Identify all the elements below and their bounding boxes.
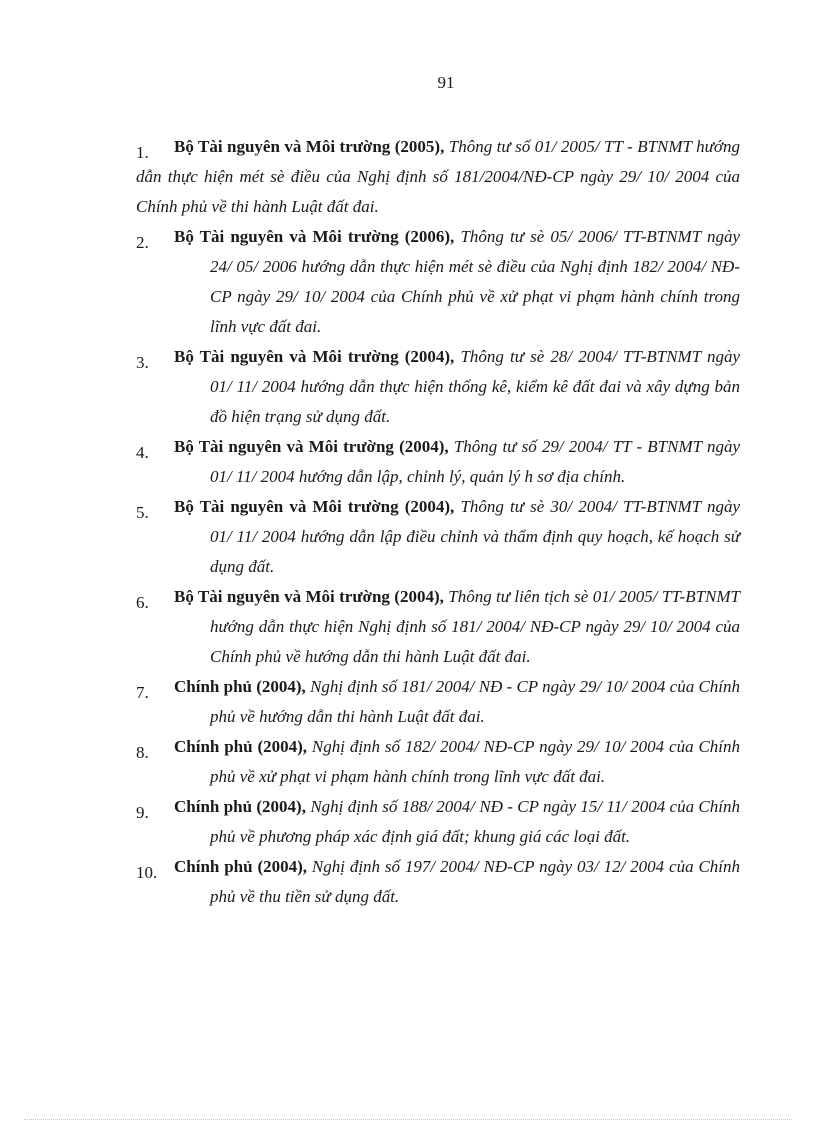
reference-number: 4. bbox=[136, 443, 149, 462]
reference-author: Bộ Tài nguyên và Môi trường (2005), bbox=[174, 137, 445, 156]
reference-text bbox=[136, 342, 740, 432]
reference-item bbox=[136, 672, 740, 732]
reference-title: Thông tư sè 28/ 2004/ TT-BTNMT ngày 01/ 11/ 2004 hướng dẫn thực hiện thống kê, kiểm kê đất đai và xây dựng bản đồ hiện trạng sử dụng đất. bbox=[210, 347, 741, 426]
reference-author: Bộ Tài nguyên và Môi trường (2004), bbox=[174, 437, 449, 456]
reference-title: Nghị định số 197/ 2004/ NĐ-CP ngày 03/ 12/ 2004 của Chính phủ về thu tiền sử dụng đất. bbox=[210, 857, 741, 906]
reference-title: Thông tư số 29/ 2004/ TT - BTNMT ngày 01/ 11/ 2004 hướng dẫn lập, chỉnh lý, quản lý h sơ địa chính. bbox=[210, 437, 741, 486]
reference-author: Bộ Tài nguyên và Môi trường (2004), bbox=[174, 497, 455, 516]
reference-text bbox=[136, 492, 740, 582]
reference-title: Nghị định số 182/ 2004/ NĐ-CP ngày 29/ 10/ 2004 của Chính phủ về xử phạt vi phạm hành chính trong lĩnh vực đất đai. bbox=[210, 737, 741, 786]
reference-item bbox=[136, 132, 740, 222]
page-number: 91 bbox=[437, 73, 455, 92]
reference-number: 3. bbox=[136, 353, 149, 372]
reference-author: Bộ Tài nguyên và Môi trường (2004), bbox=[174, 347, 455, 366]
reference-text bbox=[136, 732, 740, 792]
reference-title: Thông tư số 01/ 2005/ TT - BTNMT hướng dẫn thực hiện mét sè điều của Nghị định số 181/2004/NĐ-CP ngày 29/ 10/ 2004 của Chính phủ về thi hành Luật đất đai. bbox=[136, 137, 740, 216]
reference-number: 6. bbox=[136, 593, 149, 612]
reference-item bbox=[136, 852, 740, 912]
reference-item bbox=[136, 342, 740, 432]
reference-text bbox=[136, 852, 740, 912]
reference-item bbox=[136, 222, 740, 342]
reference-text bbox=[136, 582, 740, 672]
reference-number: 8. bbox=[136, 743, 149, 762]
reference-item bbox=[136, 582, 740, 672]
reference-text bbox=[136, 222, 740, 342]
reference-number: 7. bbox=[136, 683, 149, 702]
reference-author: Chính phủ (2004), bbox=[174, 797, 306, 816]
reference-number: 9. bbox=[136, 803, 149, 822]
reference-title: Nghị định số 188/ 2004/ NĐ - CP ngày 15/ 11/ 2004 của Chính phủ về phương pháp xác định giá đất; khung giá các loại đất. bbox=[210, 797, 740, 846]
reference-item bbox=[136, 732, 740, 792]
reference-title: Thông tư liên tịch sè 01/ 2005/ TT-BTNMT hướng dẫn thực hiện Nghị định số 181/ 2004/ NĐ-CP ngày 29/ 10/ 2004 của Chính phủ về hướng dẫn thi hành Luật đất đai. bbox=[210, 587, 740, 666]
reference-author: Chính phủ (2004), bbox=[174, 737, 308, 756]
reference-text bbox=[136, 132, 740, 222]
reference-author: Bộ Tài nguyên và Môi trường (2004), bbox=[174, 587, 444, 606]
bottom-divider bbox=[24, 1119, 792, 1120]
reference-text bbox=[136, 792, 740, 852]
reference-item bbox=[136, 492, 740, 582]
reference-number: 10. bbox=[136, 863, 158, 882]
reference-number: 1. bbox=[136, 143, 149, 162]
reference-title: Thông tư sè 30/ 2004/ TT-BTNMT ngày 01/ 11/ 2004 hướng dẫn lập điều chỉnh và thẩm định quy hoạch, kế hoạch sử dụng đất. bbox=[210, 497, 741, 576]
reference-author: Chính phủ (2004), bbox=[174, 857, 308, 876]
reference-title: Thông tư sè 05/ 2006/ TT-BTNMT ngày 24/ 05/ 2006 hướng dẫn thực hiện mét sè điều của Nghị định 182/ 2004/ NĐ-CP ngày 29/ 10/ 2004 của Chính phủ về xử phạt vi phạm hành chính trong lĩnh vực đất đai. bbox=[210, 227, 741, 336]
reference-item bbox=[136, 792, 740, 852]
reference-author: Chính phủ (2004), bbox=[174, 677, 306, 696]
reference-list bbox=[136, 132, 740, 912]
reference-author: Bộ Tài nguyên và Môi trường (2006), bbox=[174, 227, 455, 246]
reference-number: 2. bbox=[136, 233, 149, 252]
reference-text bbox=[136, 672, 740, 732]
reference-item bbox=[136, 432, 740, 492]
reference-text bbox=[136, 432, 740, 492]
reference-title: Nghị định số 181/ 2004/ NĐ - CP ngày 29/ 10/ 2004 của Chính phủ về hướng dẫn thi hành Luật đất đai. bbox=[210, 677, 741, 726]
reference-number: 5. bbox=[136, 503, 149, 522]
